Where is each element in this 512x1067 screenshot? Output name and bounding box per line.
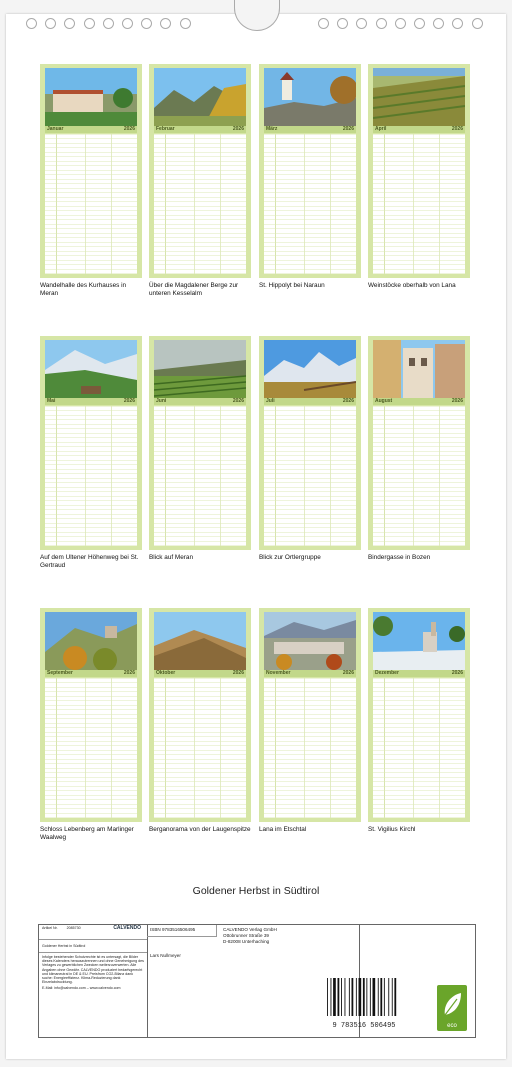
brand-logo: CALVENDO: [113, 925, 141, 931]
barcode-bar: [384, 978, 385, 1016]
barcode: [325, 978, 403, 1030]
barcode-bar: [349, 978, 350, 1016]
month-photo: [154, 612, 246, 670]
eco-label-icon: [437, 985, 467, 1031]
day-grid: [373, 406, 465, 546]
legal-disclaimer: Infolge bestehender Schutzrechte ist es untersagt, die Bilder dieses Kalenders herauszutrennen und ohne Genehmigung des Verlages zu gewerblichen Zwecken weiterzuverwerten. Alle Angaben ohne Gewähr. CALVENDO produziert bedarfsgerecht und klimaneutral in DE & EU. Preisfrom CO2-Bilanz dank suche: Energieeffizienz. Klima-Reduzierung dank Einzelabdrucktung.: [42, 955, 144, 985]
imprint-box: [38, 924, 476, 1038]
month-photo: [264, 340, 356, 398]
binding-hole: [356, 18, 367, 29]
month-panel: [40, 336, 142, 550]
month-photo: [373, 68, 465, 126]
barcode-bar: [388, 978, 389, 1016]
publisher-address: [223, 927, 277, 945]
month-name: Februar: [156, 126, 175, 132]
barcode-bar: [380, 978, 382, 1016]
day-grid: [154, 678, 246, 818]
month-year: 2026: [342, 670, 354, 676]
binding-hole: [337, 18, 348, 29]
month-panel: [149, 608, 251, 822]
month-panel: [149, 64, 251, 278]
month-header: [264, 670, 356, 677]
month-header: [373, 398, 465, 405]
month-photo: [154, 340, 246, 398]
binding-hole: [395, 18, 406, 29]
barcode-bar: [392, 978, 393, 1016]
month-name: Oktober: [156, 670, 176, 676]
barcode-bar: [338, 978, 340, 1016]
photo-caption: St. Hippolyt bei Naraun: [259, 282, 325, 289]
month-panel: [368, 608, 470, 822]
month-year: 2026: [123, 126, 135, 132]
photo-caption: Bindergasse in Bozen: [368, 554, 431, 561]
binding-hole: [414, 18, 425, 29]
month-name: August: [375, 398, 393, 404]
barcode-bar: [331, 978, 332, 1016]
photo-caption: Auf dem Ultener Höhenweg bei St. Gertraud: [40, 554, 139, 569]
isbn: ISBN 9783516506495: [150, 927, 196, 932]
month-header: [45, 126, 137, 133]
month-header: [45, 398, 137, 405]
month-header: [154, 398, 246, 405]
barcode-bar: [356, 978, 357, 1016]
photo-caption: Lana im Etschtal: [259, 826, 307, 833]
photo-caption: Blick auf Meran: [149, 554, 194, 561]
contact-email: E-Mail: info@calvendo.com – www.calvendo.com: [42, 986, 121, 991]
publisher-line: CALVENDO Verlag GmbH: [223, 927, 277, 932]
month-header: [154, 670, 246, 677]
page-title: Goldener Herbst in Südtirol: [192, 885, 320, 897]
month-name: Januar: [47, 126, 64, 132]
month-photo: [154, 68, 246, 126]
photo-caption: Schloss Lebenberg am Marlinger Waalweg: [40, 826, 134, 841]
month-photo: [373, 612, 465, 670]
day-grid: [264, 678, 356, 818]
month-name: April: [375, 126, 387, 132]
month-year: 2026: [232, 670, 244, 676]
month-year: 2026: [232, 126, 244, 132]
month-panel: [259, 336, 361, 550]
month-name: Dezember: [375, 670, 399, 676]
barcode-bar: [394, 978, 396, 1016]
binding-hole: [376, 18, 387, 29]
barcode-number: 9 783516 506495: [332, 1022, 396, 1030]
binding-hole: [103, 18, 114, 29]
binding-hole: [141, 18, 152, 29]
binding-hole: [160, 18, 171, 29]
day-grid: [45, 678, 137, 818]
binding-hole: [180, 18, 191, 29]
month-panel: [259, 608, 361, 822]
month-panel: [149, 336, 251, 550]
author: Lars Nullmeyer: [150, 953, 181, 958]
barcode-bar: [363, 978, 365, 1016]
month-panel: [368, 64, 470, 278]
photo-caption: Berganorama von der Laugenspitze: [149, 826, 251, 833]
month-panel: [40, 608, 142, 822]
month-year: 2026: [342, 398, 354, 404]
month-year: 2026: [123, 670, 135, 676]
day-grid: [154, 406, 246, 546]
binding-hole: [84, 18, 95, 29]
month-year: 2026: [451, 398, 463, 404]
month-panel: [259, 64, 361, 278]
barcode-bar: [341, 978, 342, 1016]
binding-hole: [452, 18, 463, 29]
barcode-bar: [378, 978, 379, 1016]
barcode-bar: [333, 978, 336, 1016]
barcode-bar: [359, 978, 362, 1016]
photo-caption: Wandelhalle des Kurhauses in Meran: [40, 282, 127, 297]
binding-hole: [26, 18, 37, 29]
month-year: 2026: [342, 126, 354, 132]
article-number: 2085730: [66, 926, 81, 930]
month-year: 2026: [451, 126, 463, 132]
month-header: [373, 126, 465, 133]
binding-hole: [64, 18, 75, 29]
month-year: 2026: [123, 398, 135, 404]
month-year: 2026: [451, 670, 463, 676]
product-title: Goldener Herbst in Südtirol: [42, 944, 86, 948]
eco-text: eco: [447, 1023, 457, 1029]
month-photo: [45, 612, 137, 670]
day-grid: [45, 134, 137, 274]
publisher-line: Ottobrunner Straße 39: [223, 933, 269, 938]
photo-caption: Über die Magdalener Berge zur unteren Kesselalm: [149, 282, 239, 297]
binding-hole: [318, 18, 329, 29]
month-photo: [45, 340, 137, 398]
imprint-left: [39, 925, 148, 1037]
month-name: September: [47, 670, 73, 676]
month-header: [45, 670, 137, 677]
month-name: November: [266, 670, 291, 676]
barcode-bar: [352, 978, 354, 1016]
article-label: Artikel Nr.: [42, 926, 58, 930]
month-panel: [368, 336, 470, 550]
month-year: 2026: [232, 398, 244, 404]
barcode-bar: [373, 978, 376, 1016]
binding-hole: [122, 18, 133, 29]
barcode-bar: [327, 978, 328, 1016]
month-photo: [264, 612, 356, 670]
binding-hole: [472, 18, 483, 29]
photo-caption: St. Vigilius Kirchl: [368, 826, 416, 833]
day-grid: [154, 134, 246, 274]
day-grid: [373, 134, 465, 274]
barcode-bar: [366, 978, 367, 1016]
day-grid: [264, 406, 356, 546]
month-name: Juli: [266, 398, 275, 404]
month-name: März: [266, 126, 278, 132]
barcode-bar: [370, 978, 371, 1016]
month-name: Juni: [156, 398, 167, 404]
month-panel: [40, 64, 142, 278]
photo-caption: Weinstöcke oberhalb von Lana: [368, 282, 456, 289]
photo-caption: Blick zur Ortlergruppe: [259, 554, 321, 561]
binding-hole: [433, 18, 444, 29]
day-grid: [45, 406, 137, 546]
binding-hole: [45, 18, 56, 29]
day-grid: [373, 678, 465, 818]
barcode-bars: [325, 978, 403, 1018]
publisher-line: D-82008 Unterhaching: [223, 939, 270, 944]
month-header: [373, 670, 465, 677]
month-header: [154, 126, 246, 133]
month-photo: [45, 68, 137, 126]
day-grid: [264, 134, 356, 274]
month-header: [264, 126, 356, 133]
month-photo: [264, 68, 356, 126]
month-photo: [373, 340, 465, 398]
month-header: [264, 398, 356, 405]
barcode-bar: [345, 978, 346, 1016]
month-name: Mai: [47, 398, 56, 404]
